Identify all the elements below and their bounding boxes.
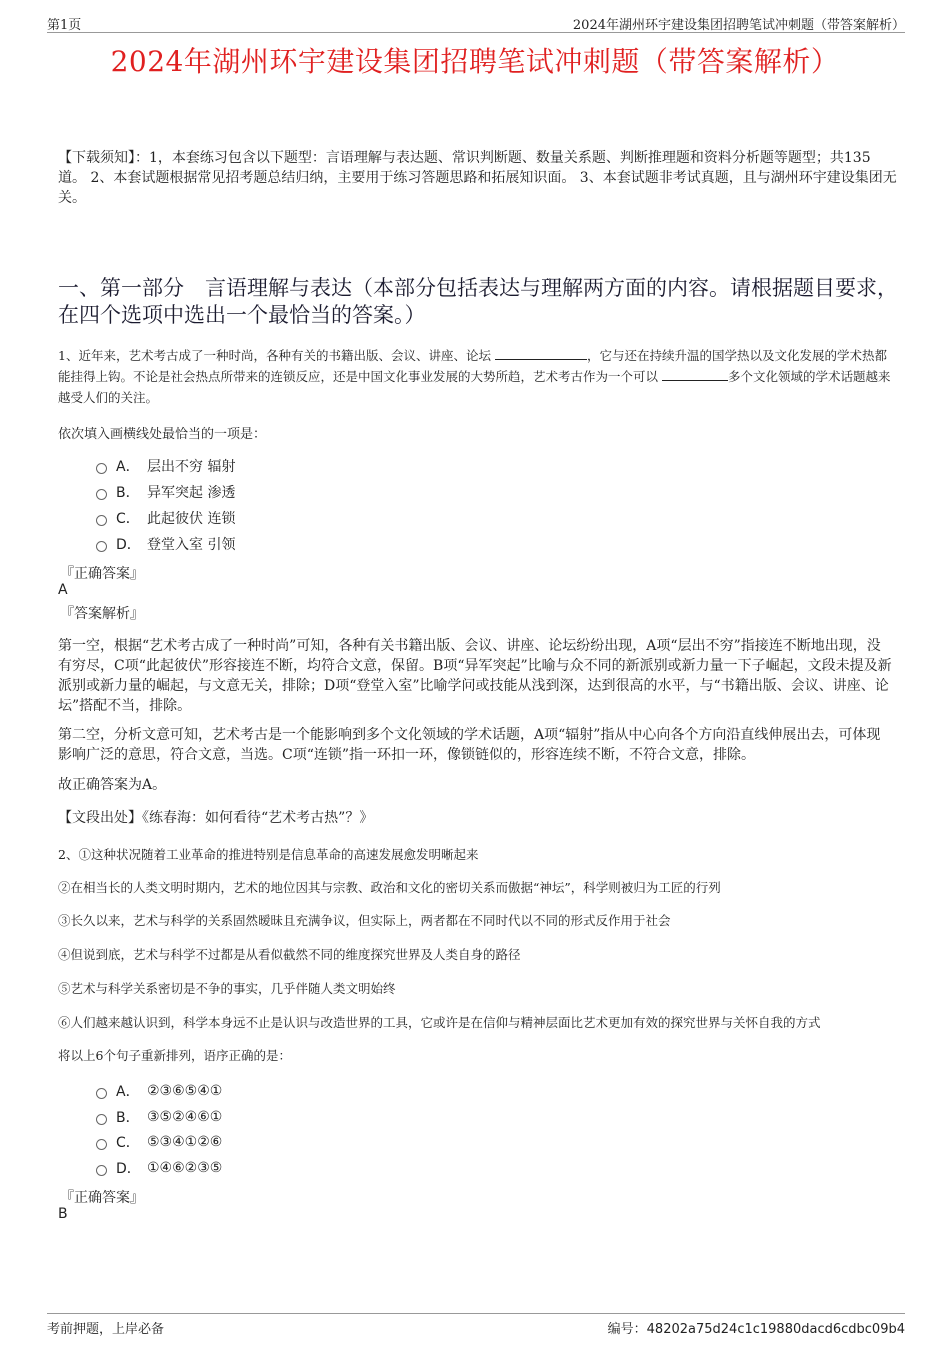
page-number: 第1页 (47, 18, 82, 33)
radio-icon[interactable] (96, 489, 107, 500)
question-1-stem (58, 345, 898, 408)
page-footer (47, 1313, 905, 1338)
download-notice: 【下载须知】：1，本套练习包含以下题型：言语理解与表达题、常识判断题、数量关系题、判断推理题和资料分析题等题型；共135道。 2、本套试题根据常见招考题总结归纳，主要用于练习答题思路和拓展知识面。 3、本套试题非考试真题，且与湖州环宇建设集团无关。 (58, 150, 897, 206)
blank-2 (662, 367, 728, 381)
q1-answer-label: 『正确答案』 (60, 566, 144, 582)
question-1-prompt: 依次填入画横线处最恰当的一项是： (58, 427, 267, 442)
q1-conclusion: 故正确答案为A。 (58, 777, 167, 793)
question-1-text-part3: 多个文化领域的学术话题越来越受人们的关注。 (58, 369, 891, 405)
q2-sentence-6: ⑥人们越来越认识到，科学本身远不止是认识与改造世界的工具，它或许是在信仰与精神层面比艺术更加有效的探究世界与关怀自我的方式 (58, 1015, 821, 1030)
q2-sentence-2: ②在相当长的人类文明时期内，艺术的地位因其与宗教、政治和文化的密切关系而傲据“神坛”，科学则被归为工匠的行列 (58, 880, 721, 895)
document-title: 2024年湖州环宇建设集团招聘笔试冲刺题（带答案解析） (110, 45, 840, 78)
page-header (47, 10, 905, 33)
q2-option-a[interactable]: A． ②③⑥⑤④① (96, 1081, 222, 1101)
q2-sentence-4: ④但说到底，艺术与科学不过都是从看似截然不同的维度探究世界及人类自身的路径 (58, 947, 521, 962)
radio-icon[interactable] (96, 1088, 107, 1099)
question-1-text-part1: 1、近年来，艺术考古成了一种时尚，各种有关的书籍出版、会议、讲座、论坛 (58, 348, 491, 363)
blank-1 (495, 346, 587, 360)
header-doc-title: 2024年湖州环宇建设集团招聘笔试冲刺题（带答案解析） (572, 18, 905, 33)
q1-answer: A (58, 582, 68, 598)
q1-option-a[interactable]: A． 层出不穷 辐射 (96, 456, 235, 476)
q2-sentence-1: 2、①这种状况随着工业革命的推进特别是信息革命的高速发展愈发明晰起来 (58, 847, 479, 862)
radio-icon[interactable] (96, 1139, 107, 1150)
q2-answer-label: 『正确答案』 (60, 1190, 144, 1206)
q1-option-c[interactable]: C． 此起彼伏 连锁 (96, 508, 235, 528)
footer-doc-id: 编号：48202a75d24c1c19880dacd6cdbc09b4 (607, 1322, 905, 1337)
q1-source: 【文段出处】《练春海：如何看待“艺术考古热”？》 (58, 810, 374, 826)
section-heading: 一、第一部分 言语理解与表达（本部分包括表达与理解两方面的内容。请根据题目要求，在四个选项中选出一个最恰当的答案。） (58, 276, 898, 327)
radio-icon[interactable] (96, 463, 107, 474)
q2-option-b[interactable]: B． ③⑤②④⑥① (96, 1107, 222, 1127)
footer-slogan: 考前押题，上岸必备 (47, 1322, 165, 1337)
q2-option-c[interactable]: C． ⑤③④①②⑥ (96, 1132, 222, 1152)
q2-answer: B (58, 1206, 68, 1222)
q1-analysis-2: 第二空，分析文意可知，艺术考古是一个能影响到多个文化领域的学术话题，A项“辐射”指从中心向各个方向沿直线伸展出去，可体现影响广泛的意思，符合文意，当选。C项“连锁”指一环扣一环，像锁链似的，形容连续不断，不符合文意，排除。 (58, 727, 881, 763)
q1-option-d[interactable]: D． 登堂入室 引领 (96, 534, 235, 554)
radio-icon[interactable] (96, 541, 107, 552)
radio-icon[interactable] (96, 1114, 107, 1125)
radio-icon[interactable] (96, 515, 107, 526)
q1-analysis-label: 『答案解析』 (60, 606, 144, 622)
radio-icon[interactable] (96, 1165, 107, 1176)
q2-sentence-5: ⑤艺术与科学关系密切是不争的事实，几乎伴随人类文明始终 (58, 981, 396, 996)
q1-option-b[interactable]: B． 异军突起 渗透 (96, 482, 235, 502)
q2-prompt: 将以上6个句子重新排列，语序正确的是： (58, 1048, 291, 1063)
q2-sentence-3: ③长久以来，艺术与科学的关系固然暧昧且充满争议，但实际上，两者都在不同时代以不同的形式反作用于社会 (58, 913, 671, 928)
question-1-text-part2: ，它与还在持续升温的国学热以及文化发展的学术热都能挂得上钩。不论是社会热点所带来的连锁反应，还是中国文化事业发展的大势所趋，艺术考古作为一个可以 (58, 348, 887, 384)
q1-analysis-1: 第一空，根据“艺术考古成了一种时尚”可知，各种有关书籍出版、会议、讲座、论坛纷纷出现，A项“层出不穷”指接连不断地出现，没有穷尽，C项“此起彼伏”形容接连不断，均符合文意，保留。B项“异军突起”比喻与众不同的新派别或新力量一下子崛起，文段未提及新派别或新力量的崛起，与文意无关，排除；D项“登堂入室”比喻学问或技能从浅到深，达到很高的水平，与“书籍出版、会议、讲座、论坛”搭配不当，排除。 (58, 638, 892, 714)
q2-option-d[interactable]: D． ①④⑥②③⑤ (96, 1158, 222, 1178)
